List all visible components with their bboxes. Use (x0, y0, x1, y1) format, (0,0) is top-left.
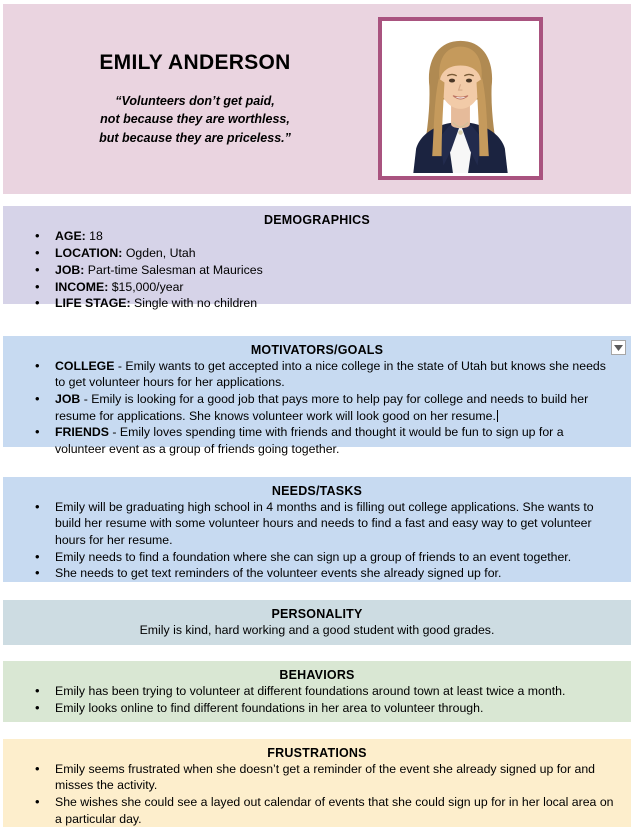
section-title-needs: NEEDS/TASKS (271, 484, 363, 498)
list-item (55, 424, 617, 457)
persona-quote (17, 92, 373, 146)
list-item (55, 262, 617, 278)
item-value: 18 (85, 229, 103, 243)
list-item: • Emily has been trying to volunteer at different foundations around town at least twice a month. (55, 683, 617, 699)
item-label: COLLEGE (55, 359, 115, 373)
list-item (55, 245, 617, 261)
section-title-motivators: MOTIVATORS/GOALS (250, 343, 384, 357)
section-frustrations (3, 739, 631, 827)
page-title: EMILY ANDERSON (99, 51, 291, 75)
list-item (55, 358, 617, 391)
list-item: • Emily seems frustrated when she doesn’t get a reminder of the event she already signed up for and misses the activity. (55, 761, 617, 794)
persona-photo-frame (378, 17, 543, 180)
section-personality (3, 600, 631, 645)
list-item (55, 228, 617, 244)
item-label: INCOME: (55, 279, 109, 294)
item-value: Single with no children (130, 296, 258, 311)
section-title-behaviors: BEHAVIORS (279, 668, 355, 682)
quote-line-2: not because they are worthless, (100, 112, 290, 127)
item-label: AGE: (55, 229, 86, 243)
section-motivators-goals (3, 336, 631, 456)
list-item: • She wishes she could see a layed out calendar of events that she could sign up for in her local area on a particular day. (55, 794, 617, 827)
item-value: - Emily loves spending time with friends and thought it would be fun to sign up for a volunteer event as a group of friends going together. (55, 425, 564, 456)
list-item: • Emily looks online to find different foundations in her area to volunteer through. (55, 700, 617, 716)
section-demographics (3, 206, 631, 311)
avatar (385, 24, 536, 173)
section-title-personality: PERSONALITY (271, 607, 363, 621)
text-cursor (497, 410, 498, 422)
item-label: FRIENDS (55, 425, 109, 440)
item-label: LIFE STAGE: (55, 296, 131, 311)
section-needs-tasks (3, 477, 631, 582)
chevron-down-glyph (614, 345, 623, 351)
list-item (55, 391, 617, 424)
section-behaviors (3, 661, 631, 722)
section-title-demographics: DEMOGRAPHICS (264, 213, 370, 227)
item-label: JOB (55, 392, 81, 407)
motivators-list (11, 358, 623, 457)
item-value: $15,000/year (108, 279, 184, 294)
item-label: LOCATION: (55, 245, 123, 260)
item-value: Part-time Salesman at Maurices (84, 262, 263, 277)
item-value: - Emily wants to get accepted into a nice college in the state of Utah but knows she needs to get volunteer hours for her applications. (55, 359, 606, 390)
quote-line-1: “Volunteers don’t get paid, (115, 94, 275, 109)
list-item: • Emily will be graduating high school in 4 months and is filling out college applications. She wants to build her resume with some volunteer hours and needs to find a fast and easy way to get volunteer hours for her resume. (55, 499, 617, 548)
behaviors-list (11, 683, 623, 716)
item-value: Ogden, Utah (122, 245, 196, 260)
demographics-list (11, 228, 623, 312)
headshot-illustration (385, 24, 536, 173)
list-item (55, 295, 617, 311)
personality-text: Emily is kind, hard working and a good student with good grades. (139, 623, 495, 637)
frustrations-list (11, 761, 623, 827)
needs-list (11, 499, 623, 582)
persona-header-text (3, 51, 373, 146)
item-label: JOB: (55, 262, 85, 277)
list-item (55, 279, 617, 295)
list-item: • Emily needs to find a foundation where she can sign up a group of friends to an event together. (55, 549, 617, 565)
item-value: - Emily is looking for a good job that pays more to help pay for college and needs to build her resume for applications. She knows volunteer work will look good on her resume. (55, 392, 589, 423)
quote-line-3: but because they are priceless.” (99, 130, 291, 145)
section-title-frustrations: FRUSTRATIONS (267, 746, 367, 760)
chevron-down-icon[interactable] (611, 340, 626, 355)
list-item: • She needs to get text reminders of the volunteer events she already signed up for. (55, 565, 617, 581)
persona-header (3, 4, 631, 194)
